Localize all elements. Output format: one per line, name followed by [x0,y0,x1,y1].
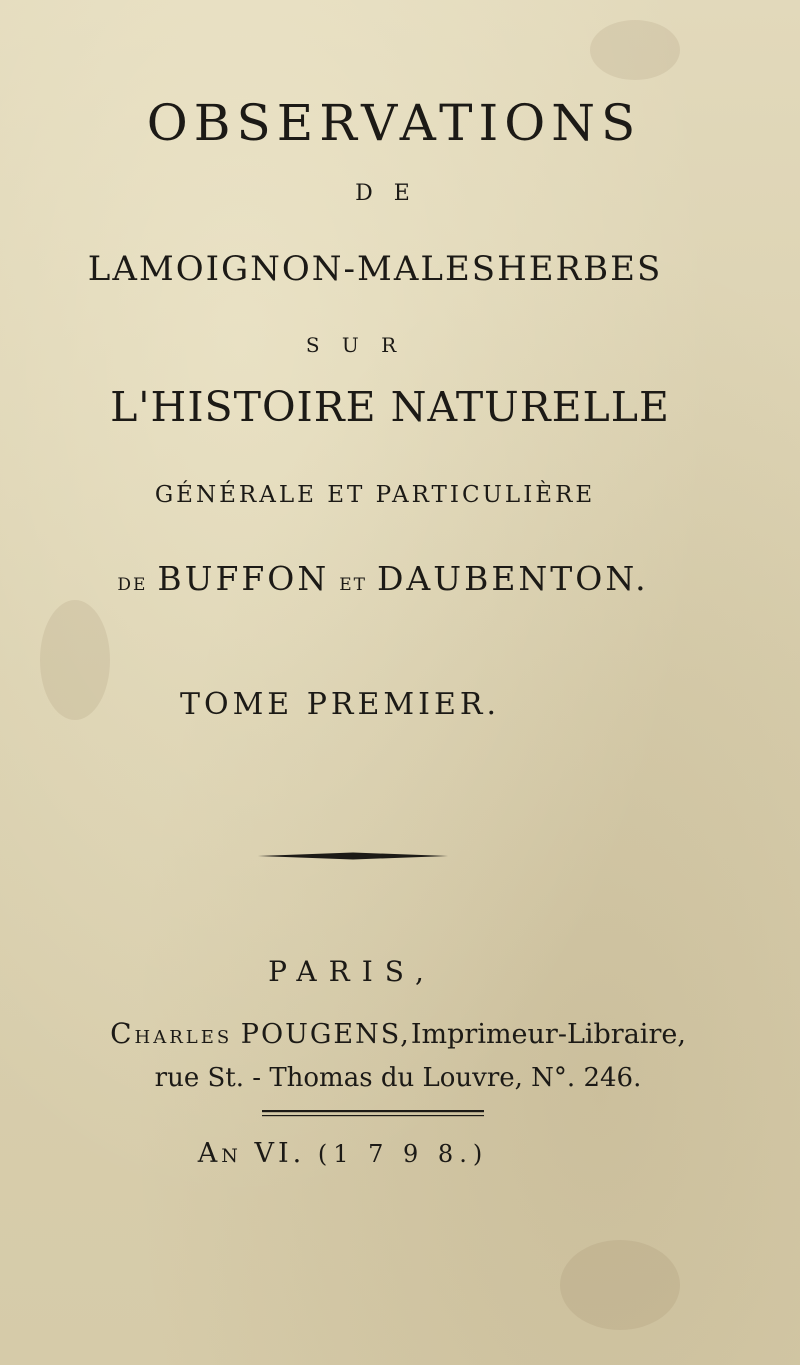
gregorian-year: (1 7 9 8.) [317,1140,489,1168]
ornamental-rule [258,852,448,860]
double-rule [262,1109,484,1119]
imprint-city: PARIS, [268,955,436,988]
subject-title: L'HISTOIRE NATURELLE [110,383,670,431]
subject-authors [0,559,778,598]
et-small: ET [339,575,367,595]
revolutionary-year: VI. [254,1138,306,1169]
paper-stain [590,20,680,80]
subject-qualifier: GÉNÉRALE ET PARTICULIÈRE [154,482,596,508]
an-rest: N [221,1145,242,1167]
an-cap: A [197,1138,222,1169]
volume-label: TOME PREMIER. [179,687,501,722]
de-small: DE [117,575,148,595]
publisher-surname: POUGENS, [240,1019,411,1050]
book-title: OBSERVATIONS [146,94,642,152]
imprint-publisher [0,1017,798,1050]
publisher-first-name: CHARLES [110,1017,233,1050]
paper-stain [560,1240,680,1330]
title-preposition: D E [355,181,417,206]
imprint-date [0,1140,743,1167]
title-preposition-sur: S U R [305,333,405,357]
author-name: LAMOIGNON-MALESHERBES [87,249,663,289]
imprint-address: rue St. - Thomas du Louvre, N°. 246. [154,1063,642,1093]
publisher-role: Imprimeur-Libraire, [410,1019,686,1050]
buffon-name: BUFFON [157,559,330,598]
daubenton-name: DAUBENTON. [376,559,649,598]
